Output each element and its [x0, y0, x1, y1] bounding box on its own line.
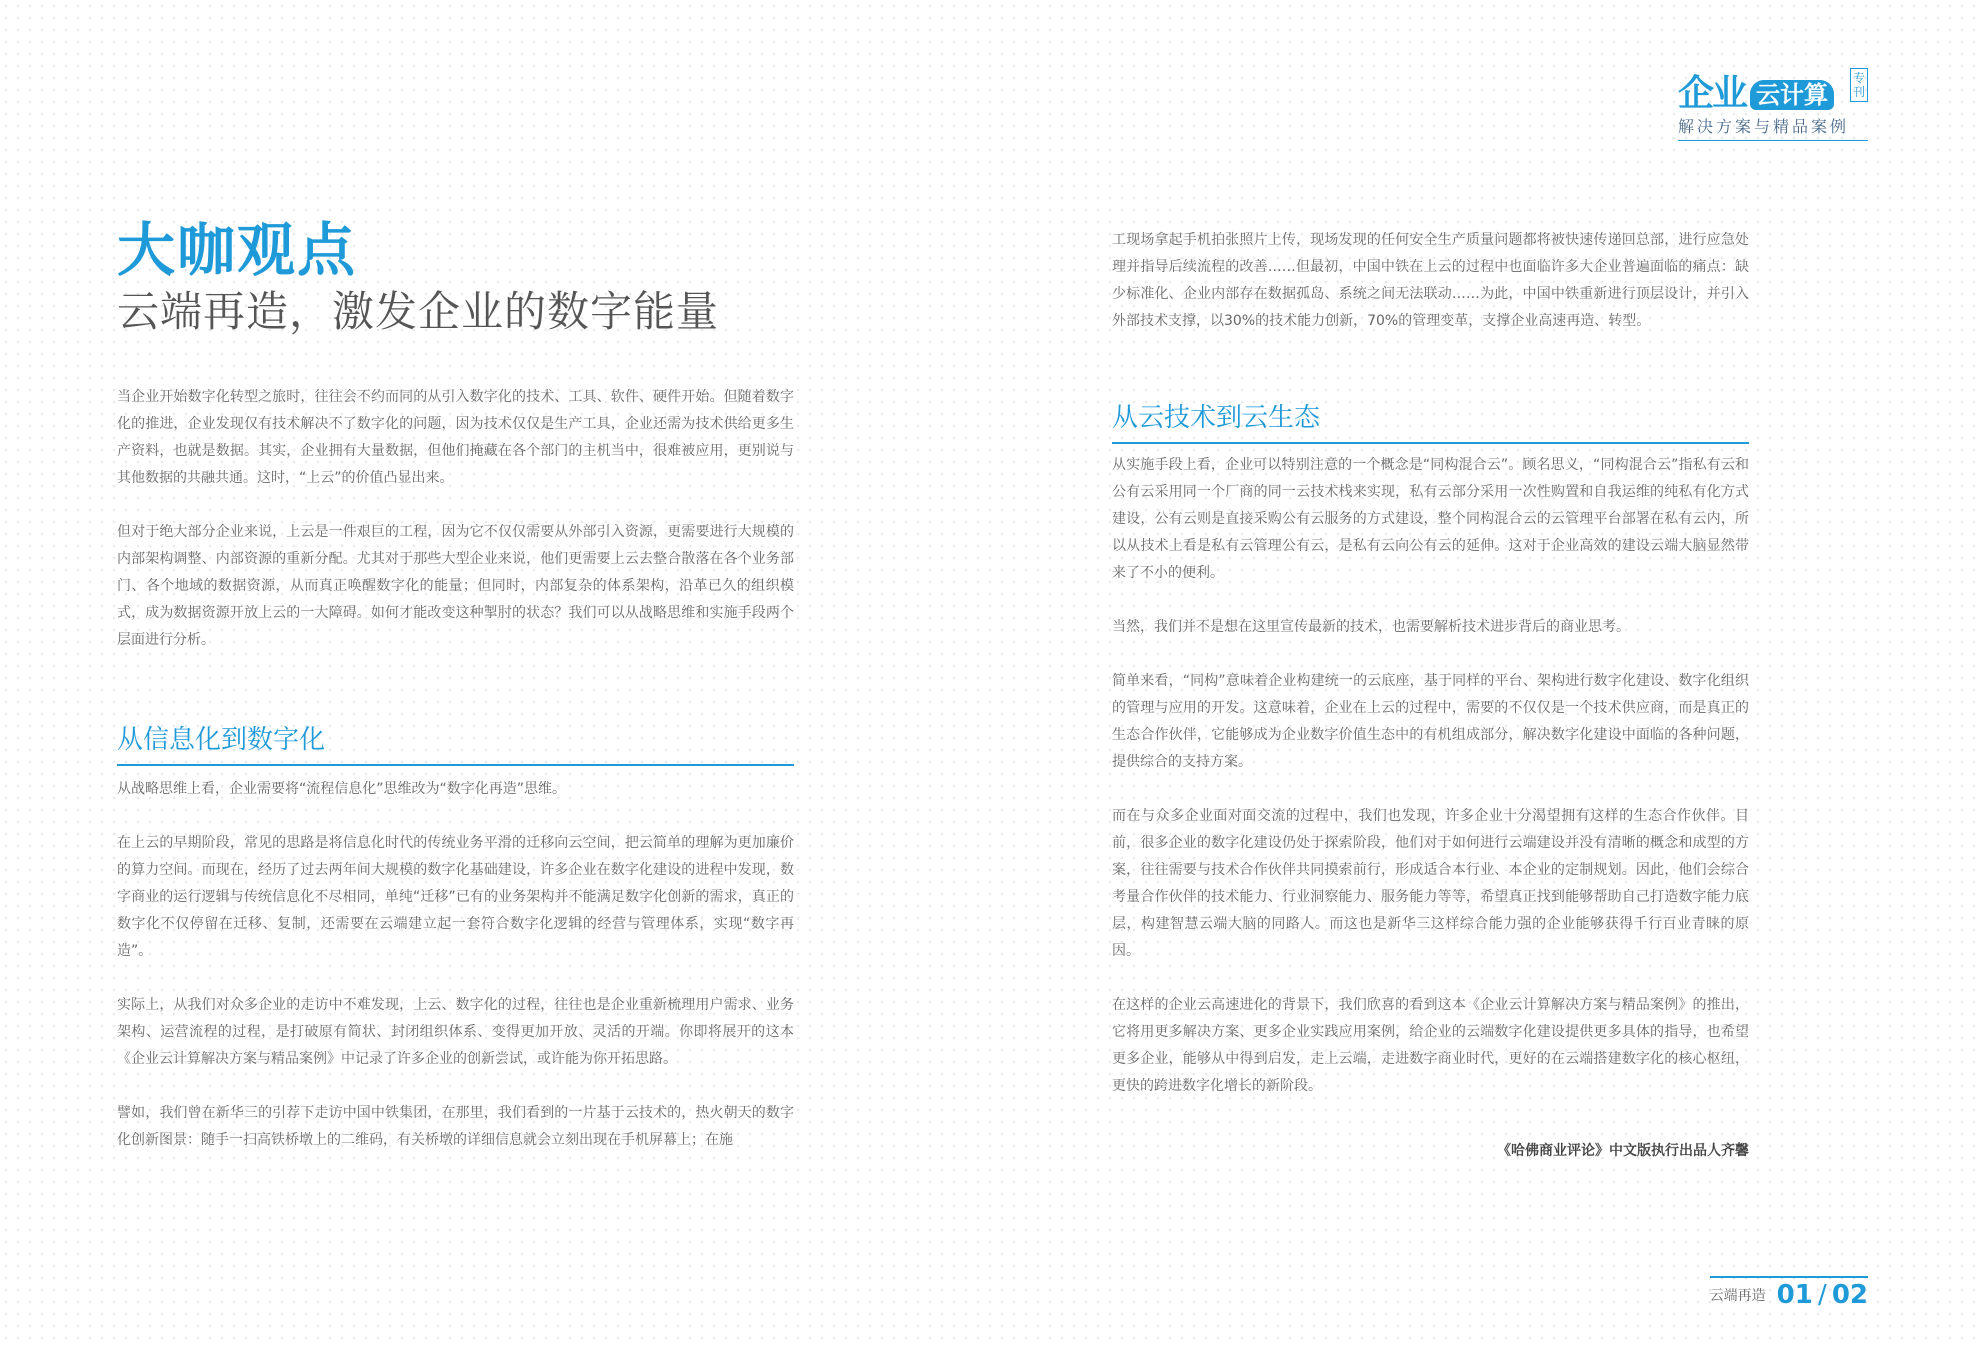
logo-subtitle: 解决方案与精品案例	[1678, 114, 1868, 141]
section-paragraph: 从战略思维上看，企业需要将“流程信息化”思维改为“数字化再造”思维。	[117, 781, 567, 797]
logo-main-text: 企业	[1678, 73, 1747, 114]
page-footer	[1710, 1276, 1868, 1314]
section-paragraph: 譬如，我们曾在新华三的引荐下走访中国中铁集团，在那里，我们看到的一片基于云技术的，热火朝天的数字化创新图景：随手一扫高铁桥墩上的二维码，有关桥墩的详细信息就会立刻出现在手机屏幕上；在施	[117, 1105, 794, 1148]
right-column	[1112, 227, 1749, 335]
section-body-ecosystem	[1112, 452, 1749, 1100]
continued-paragraph: 工现场拿起手机拍张照片上传，现场发现的任何安全生产质量问题都将被快速传递回总部，进行应急处理并指导后续流程的改善……但最初，中国中铁在上云的过程中也面临许多大企业普遍面临的痛点：缺少标准化、企业内部存在数据孤岛、系统之间无法联动……为此，中国中铁重新进行顶层设计，并引入外部技术支撑，以30%的技术能力创新，70%的管理变革，支撑企业高速再造、转型。	[1112, 232, 1749, 329]
intro-paragraph: 但对于绝大部分企业来说，上云是一件艰巨的工程，因为它不仅仅需要从外部引入资源，更需要进行大规模的内部架构调整、内部资源的重新分配。尤其对于那些大型企业来说，他们更需要上云去整合散落在各个业务部门、各个地域的数据资源，从而真正唤醒数字化的能量；但同时，内部复杂的体系架构，沿革已久的组织模式，成为数据资源开放上云的一大障碍。如何才能改变这种掣肘的状态？我们可以从战略思维和实施手段两个层面进行分析。	[117, 524, 794, 648]
logo-cloud-text: 云计算	[1756, 81, 1829, 109]
intro-paragraph: 当企业开始数字化转型之旅时，往往会不约而同的从引入数字化的技术、工具、软件、硬件开始。但随着数字化的推进，企业发现仅有技术解决不了数字化的问题，因为技术仅仅是生产工具，企业还需为技术供给更多生产资料，也就是数据。其实，企业拥有大量数据，但他们掩藏在各个部门的主机当中，很难被应用，更别说与其他数据的共融共通。这时，“上云”的价值凸显出来。	[117, 389, 794, 486]
logo-wordmark	[1678, 74, 1834, 114]
section-paragraph: 而在与众多企业面对面交流的过程中，我们也发现，许多企业十分渴望拥有这样的生态合作伙伴。目前，很多企业的数字化建设仍处于探索阶段，他们对于如何进行云端建设并没有清晰的概念和成型的方案，往往需要与技术合作伙伴共同摸索前行，形成适合本行业、本企业的定制规划。因此，他们会综合考量合作伙伴的技术能力、行业洞察能力、服务能力等等，希望真正找到能够帮助自己打造数字能力底层，构建智慧云端大脑的同路人。而这也是新华三这样综合能力强的企业能够获得千行百业青睐的原因。	[1112, 808, 1749, 959]
section-paragraph: 从实施手段上看，企业可以特别注意的一个概念是“同构混合云”。顾名思义，“同构混合云”指私有云和公有云采用同一个厂商的同一云技术栈来实现，私有云部分采用一次性购置和自我运维的纯私有化方式建设，公有云则是直接采购公有云服务的方式建设，整个同构混合云的云管理平台部署在私有云内，所以从技术上看是私有云管理公有云，是私有云向公有云的延伸。这对于企业高效的建设云端大脑显然带来了不小的便利。	[1112, 457, 1749, 581]
section-title: 从云技术到云生态	[1112, 398, 1749, 444]
section-paragraph: 在这样的企业云高速进化的背景下，我们欣喜的看到这本《企业云计算解决方案与精品案例》的推出，它将用更多解决方案、更多企业实践应用案例，给企业的云端数字化建设提供更多具体的指导，也希望更多企业，能够从中得到启发，走上云端，走进数字商业时代，更好的在云端搭建数字化的核心枢纽，更快的跨进数字化增长的新阶段。	[1112, 997, 1749, 1094]
section-paragraph: 在上云的早期阶段，常见的思路是将信息化时代的传统业务平滑的迁移向云空间，把云简单的理解为更加廉价的算力空间。而现在，经历了过去两年间大规模的数字化基础建设，许多企业在数字化建设的进程中发现，数字商业的运行逻辑与传统信息化不尽相同，单纯“迁移”已有的业务架构并不能满足数字化创新的需求，真正的数字化不仅停留在迁移、复制，还需要在云端建立起一套符合数字化逻辑的经营与管理体系，实现“数字再造”。	[117, 835, 794, 959]
page-number-total: 02	[1831, 1280, 1868, 1310]
author-signature: 《哈佛商业评论》中文版执行出品人齐馨	[1497, 1143, 1749, 1159]
page-number-separator: /	[1817, 1280, 1827, 1310]
section-body-digitalization	[117, 776, 794, 1154]
section-paragraph: 简单来看，“同构”意味着企业构建统一的云底座，基于同样的平台、架构进行数字化建设、数字化组织的管理与应用的开发。这意味着，企业在上云的过程中，需要的不仅仅是一个技术供应商，而是真正的生态合作伙伴，它能够成为企业数字价值生态中的有机组成部分，解决数字化建设中面临的各种问题，提供综合的支持方案。	[1112, 673, 1749, 770]
section-paragraph: 当然，我们并不是想在这里宣传最新的技术，也需要解析技术进步背后的商业思考。	[1112, 619, 1630, 635]
left-column	[117, 384, 794, 654]
page-subtitle: 云端再造，激发企业的数字能量	[117, 287, 720, 336]
page-title: 大咖观点	[117, 216, 358, 284]
footer-label: 云端再造	[1709, 1288, 1766, 1304]
page-number-current: 01	[1776, 1280, 1813, 1310]
section-heading-ecosystem	[1112, 398, 1749, 444]
brand-logo	[1678, 62, 1868, 134]
section-title: 从信息化到数字化	[117, 720, 794, 766]
section-heading-digitalization	[117, 720, 794, 766]
cloud-icon	[1750, 80, 1834, 110]
logo-special-tag: 专刊	[1850, 68, 1868, 102]
section-paragraph: 实际上，从我们对众多企业的走访中不难发现，上云、数字化的过程，往往也是企业重新梳理用户需求、业务架构、运营流程的过程，是打破原有简状、封闭组织体系、变得更加开放、灵活的开端。你即将展开的这本《企业云计算解决方案与精品案例》中记录了许多企业的创新尝试，或许能为你开拓思路。	[117, 997, 794, 1067]
